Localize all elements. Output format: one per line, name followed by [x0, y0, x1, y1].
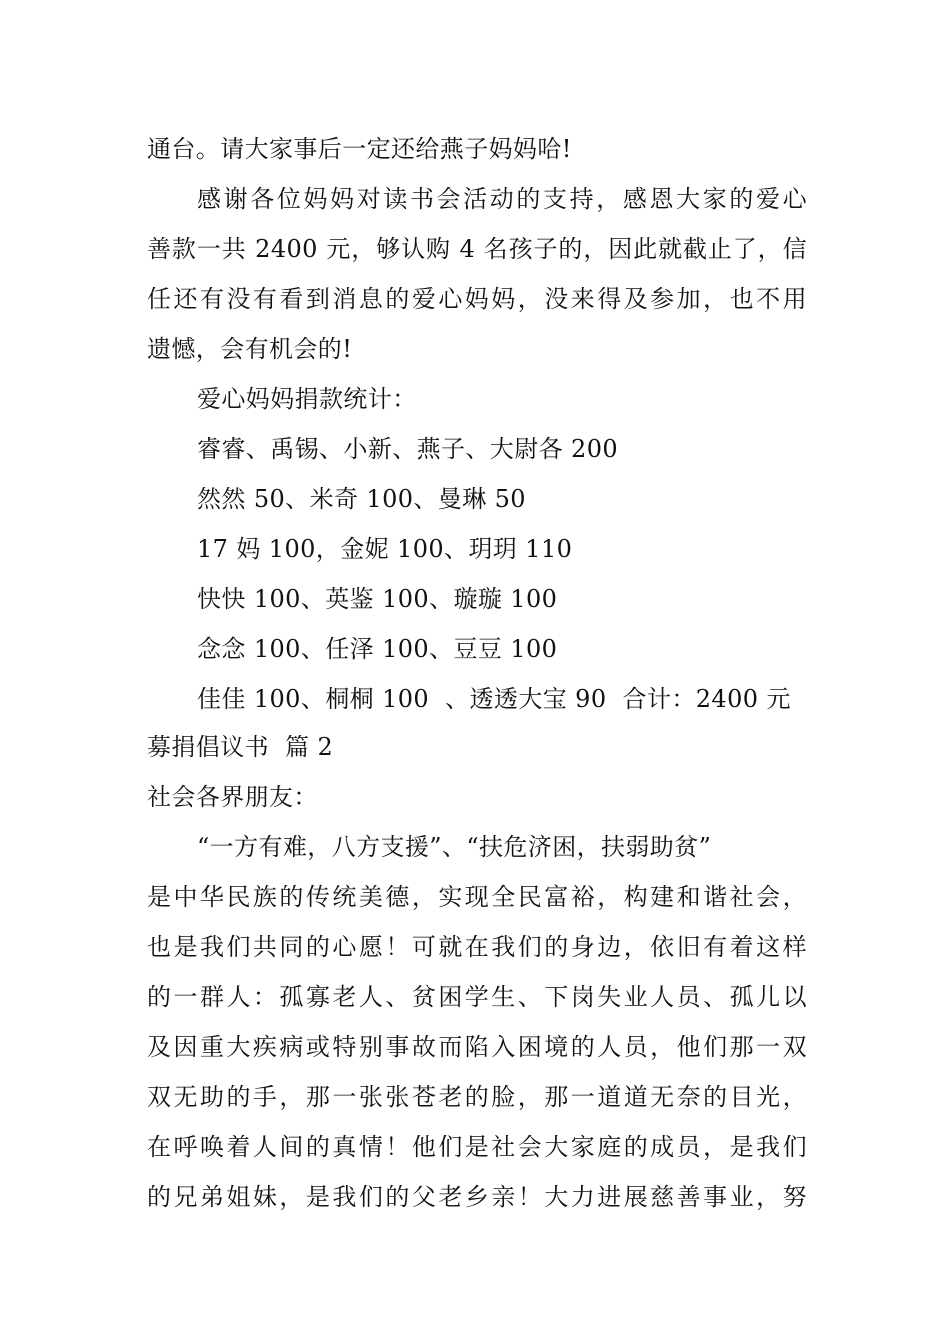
- section-heading: 募捐倡议书 篇 2: [147, 733, 334, 761]
- text-line: 善款一共 2400 元，够认购 4 名孩子的，因此就截止了，信: [147, 235, 807, 263]
- text-line: 在呼唤着人间的真情！他们是社会大家庭的成员，是我们: [147, 1133, 807, 1161]
- text-line: “一方有难，八方支援”、“扶危济困，扶弱助贫”: [197, 833, 712, 861]
- text-line: 任还有没有看到消息的爱心妈妈，没来得及参加，也不用: [147, 285, 807, 313]
- text-line: 爱心妈妈捐款统计：: [197, 385, 417, 413]
- donation-line: 念念 100、任泽 100、豆豆 100: [197, 635, 558, 663]
- salutation: 社会各界朋友：: [147, 783, 318, 811]
- text-line: 的一群人：孤寡老人、贫困学生、下岗失业人员、孤儿以: [147, 983, 807, 1011]
- text-line: 的兄弟姐妹，是我们的父老乡亲！大力进展慈善事业，努: [147, 1183, 807, 1211]
- text-line: 是中华民族的传统美德，实现全民富裕，构建和谐社会，: [147, 883, 807, 911]
- text-line: 也是我们共同的心愿！可就在我们的身边，依旧有着这样: [147, 933, 807, 961]
- text-line: 遗憾，会有机会的!: [147, 335, 353, 363]
- text-line: 双无助的手，那一张张苍老的脸，那一道道无奈的目光，: [147, 1083, 807, 1111]
- text-line: 及因重大疾病或特别事故而陷入困境的人员，他们那一双: [147, 1033, 807, 1061]
- donation-line: 17 妈 100，金妮 100、玥玥 110: [197, 535, 573, 563]
- text-line: 感谢各位妈妈对读书会活动的支持，感恩大家的爱心: [197, 185, 807, 213]
- donation-line: 睿睿、禹锡、小新、燕子、大尉各 200: [197, 435, 619, 463]
- donation-line: 然然 50、米奇 100、曼琳 50: [197, 485, 526, 513]
- donation-total-line: 佳佳 100、桐桐 100 、透透大宝 90 合计：2400 元: [197, 685, 791, 713]
- text-line: 通台。请大家事后一定还给燕子妈妈哈!: [147, 135, 572, 163]
- donation-line: 快快 100、英鉴 100、璇璇 100: [197, 585, 558, 613]
